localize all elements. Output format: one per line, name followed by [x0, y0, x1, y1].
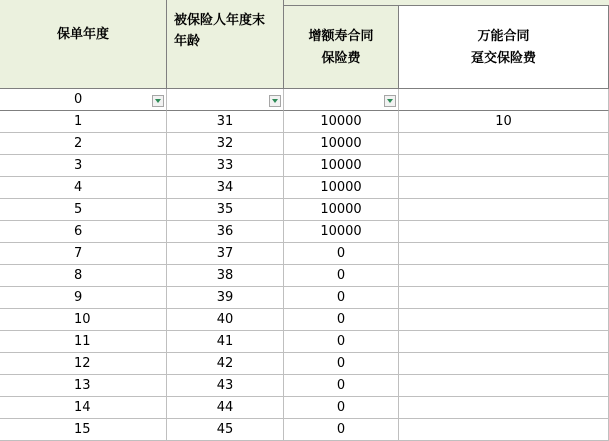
table-row — [0, 397, 609, 419]
table-row — [0, 111, 609, 133]
cell-insured-age[interactable]: 43 — [167, 375, 284, 397]
cell-policy-year[interactable]: 8 — [0, 265, 167, 287]
cell-universal-premium[interactable]: 10 — [399, 111, 609, 133]
table-row — [0, 221, 609, 243]
filter-value: 0 — [74, 92, 83, 107]
table-row — [0, 199, 609, 221]
cell-universal-premium[interactable] — [399, 331, 609, 353]
cell-increase-premium[interactable]: 0 — [284, 287, 399, 309]
cell-insured-age[interactable]: 37 — [167, 243, 284, 265]
cell-universal-premium[interactable] — [399, 265, 609, 287]
cell-increase-premium[interactable]: 10000 — [284, 133, 399, 155]
cell-policy-year[interactable]: 4 — [0, 177, 167, 199]
cell-insured-age[interactable]: 42 — [167, 353, 284, 375]
cell-increase-premium[interactable]: 0 — [284, 309, 399, 331]
header-universal-premium[interactable] — [399, 6, 609, 89]
table-row — [0, 243, 609, 265]
cell-insured-age[interactable]: 40 — [167, 309, 284, 331]
header-policy-year[interactable]: 保单年度 — [0, 0, 167, 89]
cell-policy-year[interactable]: 1 — [0, 111, 167, 133]
cell-universal-premium[interactable] — [399, 243, 609, 265]
cell-insured-age[interactable]: 32 — [167, 133, 284, 155]
table-row — [0, 133, 609, 155]
cell-universal-premium[interactable] — [399, 353, 609, 375]
cell-increase-premium[interactable]: 0 — [284, 243, 399, 265]
cell-universal-premium[interactable] — [399, 199, 609, 221]
cell-policy-year[interactable]: 6 — [0, 221, 167, 243]
cell-insured-age[interactable]: 38 — [167, 265, 284, 287]
cell-increase-premium[interactable]: 10000 — [284, 221, 399, 243]
header-universal-line2: 趸交保险费 — [470, 51, 536, 66]
header-increase-premium[interactable] — [284, 6, 399, 89]
dropdown-filter-icon[interactable] — [384, 95, 396, 107]
filter-cell-insured-age[interactable] — [167, 89, 284, 111]
cell-insured-age[interactable]: 36 — [167, 221, 284, 243]
cell-policy-year[interactable]: 3 — [0, 155, 167, 177]
cell-policy-year[interactable]: 9 — [0, 287, 167, 309]
cell-increase-premium[interactable]: 10000 — [284, 177, 399, 199]
cell-universal-premium[interactable] — [399, 419, 609, 441]
table-row — [0, 309, 609, 331]
header-universal-line1: 万能合同 — [477, 29, 530, 44]
table-row — [0, 287, 609, 309]
cell-policy-year[interactable]: 2 — [0, 133, 167, 155]
cell-universal-premium[interactable] — [399, 177, 609, 199]
cell-policy-year[interactable]: 11 — [0, 331, 167, 353]
cell-universal-premium[interactable] — [399, 133, 609, 155]
table-row — [0, 353, 609, 375]
cell-insured-age[interactable]: 41 — [167, 331, 284, 353]
cell-universal-premium[interactable] — [399, 287, 609, 309]
cell-universal-premium[interactable] — [399, 221, 609, 243]
cell-policy-year[interactable]: 5 — [0, 199, 167, 221]
table-row — [0, 265, 609, 287]
cell-increase-premium[interactable]: 0 — [284, 353, 399, 375]
cell-policy-year[interactable]: 7 — [0, 243, 167, 265]
header-insured-age[interactable]: 被保险人年度末年龄 — [167, 0, 284, 89]
filter-cell-policy-year[interactable] — [0, 89, 167, 111]
cell-insured-age[interactable]: 44 — [167, 397, 284, 419]
cell-insured-age[interactable]: 31 — [167, 111, 284, 133]
dropdown-filter-icon[interactable] — [269, 95, 281, 107]
cell-insured-age[interactable]: 39 — [167, 287, 284, 309]
cell-increase-premium[interactable]: 10000 — [284, 199, 399, 221]
cell-increase-premium[interactable]: 0 — [284, 397, 399, 419]
filter-cell-universal[interactable] — [399, 89, 609, 111]
dropdown-filter-icon[interactable] — [152, 95, 164, 107]
cell-insured-age[interactable]: 45 — [167, 419, 284, 441]
cell-policy-year[interactable]: 13 — [0, 375, 167, 397]
cell-universal-premium[interactable] — [399, 309, 609, 331]
cell-increase-premium[interactable]: 0 — [284, 265, 399, 287]
cell-universal-premium[interactable] — [399, 397, 609, 419]
cell-policy-year[interactable]: 15 — [0, 419, 167, 441]
cell-policy-year[interactable]: 14 — [0, 397, 167, 419]
filter-cell-increase-premium[interactable] — [284, 89, 399, 111]
cell-policy-year[interactable]: 12 — [0, 353, 167, 375]
cell-increase-premium[interactable]: 0 — [284, 419, 399, 441]
filter-row — [0, 89, 609, 111]
cell-insured-age[interactable]: 34 — [167, 177, 284, 199]
cell-insured-age[interactable]: 35 — [167, 199, 284, 221]
table-row — [0, 375, 609, 397]
header-increase-premium-line2: 保险费 — [321, 51, 361, 66]
table-row — [0, 177, 609, 199]
cell-universal-premium[interactable] — [399, 375, 609, 397]
cell-universal-premium[interactable] — [399, 155, 609, 177]
cell-increase-premium[interactable]: 10000 — [284, 155, 399, 177]
cell-increase-premium[interactable]: 10000 — [284, 111, 399, 133]
cell-insured-age[interactable]: 33 — [167, 155, 284, 177]
cell-increase-premium[interactable]: 0 — [284, 331, 399, 353]
cell-policy-year[interactable]: 10 — [0, 309, 167, 331]
table-row — [0, 155, 609, 177]
table-row — [0, 331, 609, 353]
header-increase-premium-line1: 增额寿合同 — [308, 29, 374, 44]
cell-increase-premium[interactable]: 0 — [284, 375, 399, 397]
table-row — [0, 419, 609, 441]
